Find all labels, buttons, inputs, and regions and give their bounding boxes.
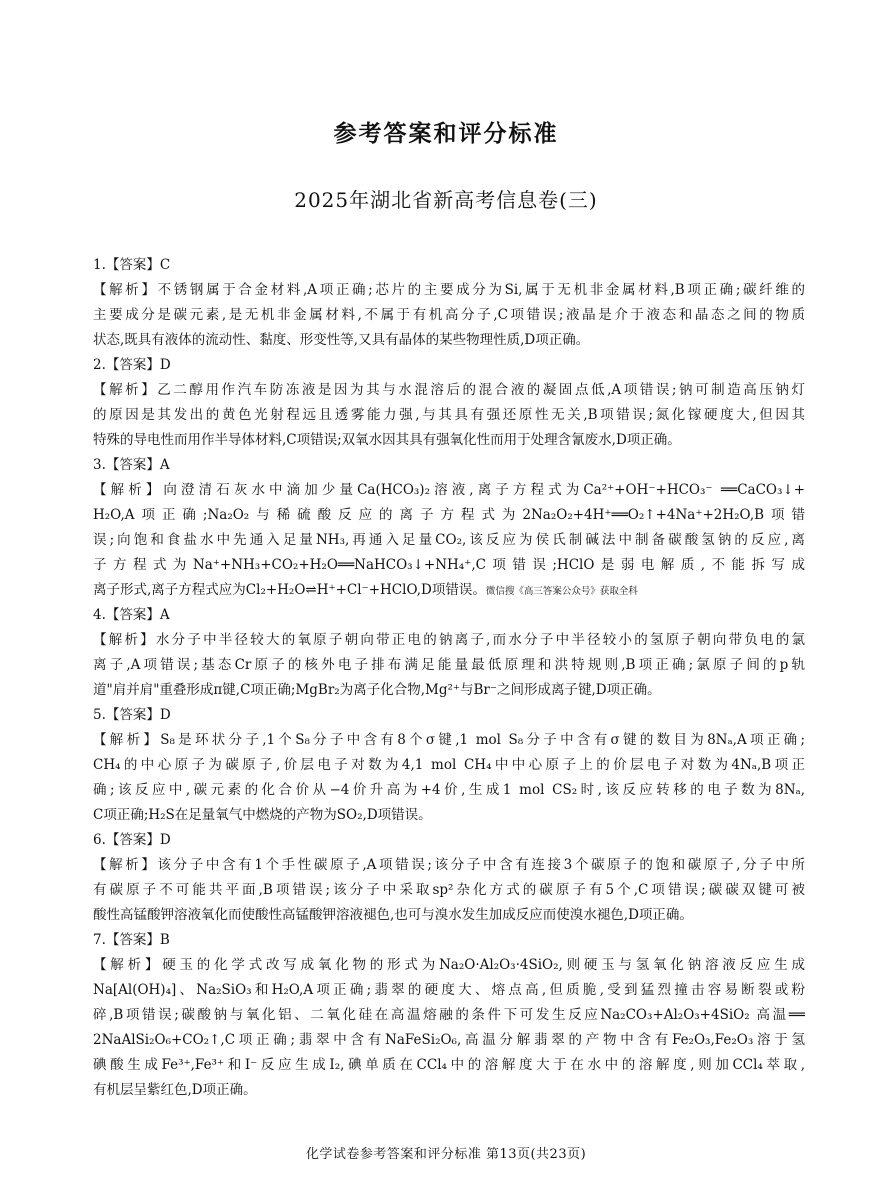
explanation-line: 特殊的导电性而用作半导体材料,C项错误;双氧水因其具有强氧化性而用于处理含氰废水,D项正确。 — [93, 432, 681, 448]
explanation-line: 【解析】S₈是环状分子,1个S₈分子中含有8个σ键,1 mol S₈分子中含有σ键的数目为8Nₐ,A项正确; — [93, 732, 805, 748]
explanation — [93, 478, 805, 603]
explanation-line: H₂O,A项正确;Na₂O₂与稀硫酸反应的离子方程式为2Na₂O₂+4H⁺══O₂↑+4Na⁺+2H₂O,B项错 — [93, 507, 805, 523]
explanation — [93, 278, 805, 353]
explanation-line: 道"肩并肩"重叠形成π键,C项正确;MgBr₂为离子化合物,Mg²⁺与Br⁻之间形成离子键,D项正确。 — [93, 682, 661, 698]
question-3 — [93, 453, 805, 603]
question-5 — [93, 703, 805, 828]
explanation-line: 【解析】不锈钢属于合金材料,A项正确;芯片的主要成分为Si,属于无机非金属材料,B项正确;碳纤维的 — [93, 282, 805, 298]
explanation-line: 有碳原子不可能共平面,B项错误;该分子中采取sp²杂化方式的碳原子有5个,C项错误;碳碳双键可被 — [93, 882, 805, 898]
explanation-line: 离子,A项错误;基态Cr原子的核外电子排布满足能量最低原理和洪特规则,B项正确;氯原子间的p轨 — [93, 657, 805, 673]
explanation-line: 碘酸生成Fe³⁺,Fe³⁺和I⁻反应生成I₂,碘单质在CCl₄中的溶解度大于在水中的溶解度,则加CCl₄萃取, — [93, 1057, 805, 1073]
explanation-line: 确;该反应中,碳元素的化合价从−4价升高为+4价,生成1 mol CS₂时,该反应转移的电子数为8Nₐ, — [93, 782, 805, 798]
question-7 — [93, 928, 805, 1103]
exam-subtitle: 2025年湖北省新高考信息卷(三) — [294, 188, 598, 212]
explanation-line: 的原因是其发出的黄色光射程远且透雾能力强,与其具有强还原性无关,B项错误;氮化镓硬度大,但因其 — [93, 407, 805, 423]
answer-line: 3.【答案】A — [93, 457, 170, 473]
answer-line: 1.【答案】C — [93, 257, 171, 273]
explanation — [93, 378, 805, 453]
explanation-line: C项正确;H₂S在足量氧气中燃烧的产物为SO₂,D项错误。 — [93, 807, 432, 823]
explanation — [93, 953, 805, 1103]
question-4 — [93, 603, 805, 703]
explanation-line: 2NaAlSi₂O₆+CO₂↑,C项正确;翡翠中含有NaFeSi₂O₆,高温分解翡翠的产物中含有Fe₂O₃,Fe₂O₃溶于氢 — [93, 1032, 805, 1048]
explanation-line: 【解析】水分子中半径较大的氧原子朝向带正电的钠离子,而水分子中半径较小的氢原子朝向带负电的氯 — [93, 632, 805, 648]
explanation-line: 有机层呈紫红色,D项正确。 — [93, 1082, 257, 1098]
explanation — [93, 853, 805, 928]
question-1 — [93, 253, 805, 353]
question-6 — [93, 828, 805, 928]
answer-list — [93, 253, 805, 1103]
explanation-line: Na[Al(OH)₄]、Na₂SiO₃和H₂O,A项正确;翡翠的硬度大、熔点高,但质脆,受到猛烈撞击容易断裂或粉 — [93, 982, 805, 998]
answer-line: 7.【答案】B — [93, 932, 170, 948]
explanation-line: 【解析】乙二醇用作汽车防冻液是因为其与水混溶后的混合液的凝固点低,A项错误;钠可制造高压钠灯 — [93, 382, 805, 398]
page-title: 参考答案和评分标准 — [333, 120, 559, 147]
answer-line: 6.【答案】D — [93, 832, 171, 848]
explanation — [93, 628, 805, 703]
explanation-line: 碎,B项错误;碳酸钠与氧化铝、二氧化硅在高温熔融的条件下可发生反应Na₂CO₃+Al₂O₃+4SiO₂ 高温══ — [93, 1007, 805, 1023]
explanation-line: 误;向饱和食盐水中先通入足量NH₃,再通入足量CO₂,该反应为侯氏制碱法中制备碳酸氢钠的反应,离 — [93, 532, 805, 548]
watermark-note: 微信搜《高三答案公众号》获取全科 — [485, 586, 638, 597]
explanation-text: 离子形式,离子方程式应为Cl₂+H₂O⇌H⁺+Cl⁻+HClO,D项错误。 — [93, 582, 486, 598]
explanation-line: 子方程式为Na⁺+NH₃+CO₂+H₂O══NaHCO₃↓+NH₄⁺,C项错误;HClO是弱电解质,不能拆写成 — [93, 557, 805, 573]
answer-line: 2.【答案】D — [93, 357, 171, 373]
answer-line: 5.【答案】D — [93, 707, 171, 723]
question-2 — [93, 353, 805, 453]
explanation-line: 主要成分是碳元素,是无机非金属材料,不属于有机高分子,C项错误;液晶是介于液态和晶态之间的物质 — [93, 307, 805, 323]
explanation-line-with-note — [93, 578, 805, 603]
explanation-line: 酸性高锰酸钾溶液氧化而使酸性高锰酸钾溶液褪色,也可与溴水发生加成反应而使溴水褪色,D项正确。 — [93, 907, 693, 923]
explanation-line: 【解析】硬玉的化学式改写成氧化物的形式为Na₂O·Al₂O₃·4SiO₂,则硬玉与氢氧化钠溶液反应生成 — [93, 957, 805, 973]
explanation-line: CH₄的中心原子为碳原子,价层电子对数为4,1 mol CH₄中中心原子上的价层电子对数为4Nₐ,B项正 — [93, 757, 805, 773]
answer-line: 4.【答案】A — [93, 607, 170, 623]
explanation-line: 【解析】该分子中含有1个手性碳原子,A项错误;该分子中含有连接3个碳原子的饱和碳原子,分子中所 — [93, 857, 805, 873]
explanation — [93, 728, 805, 828]
explanation-line: 状态,既具有液体的流动性、黏度、形变性等,又具有晶体的某些物理性质,D项正确。 — [93, 332, 590, 348]
page-footer: 化学试卷参考答案和评分标准 第13页(共23页) — [305, 1147, 587, 1162]
explanation-line: 【解析】向澄清石灰水中滴加少量Ca(HCO₃)₂溶液,离子方程式为Ca²⁺+OH⁻+HCO₃⁻ ══CaCO₃↓+ — [93, 482, 805, 498]
